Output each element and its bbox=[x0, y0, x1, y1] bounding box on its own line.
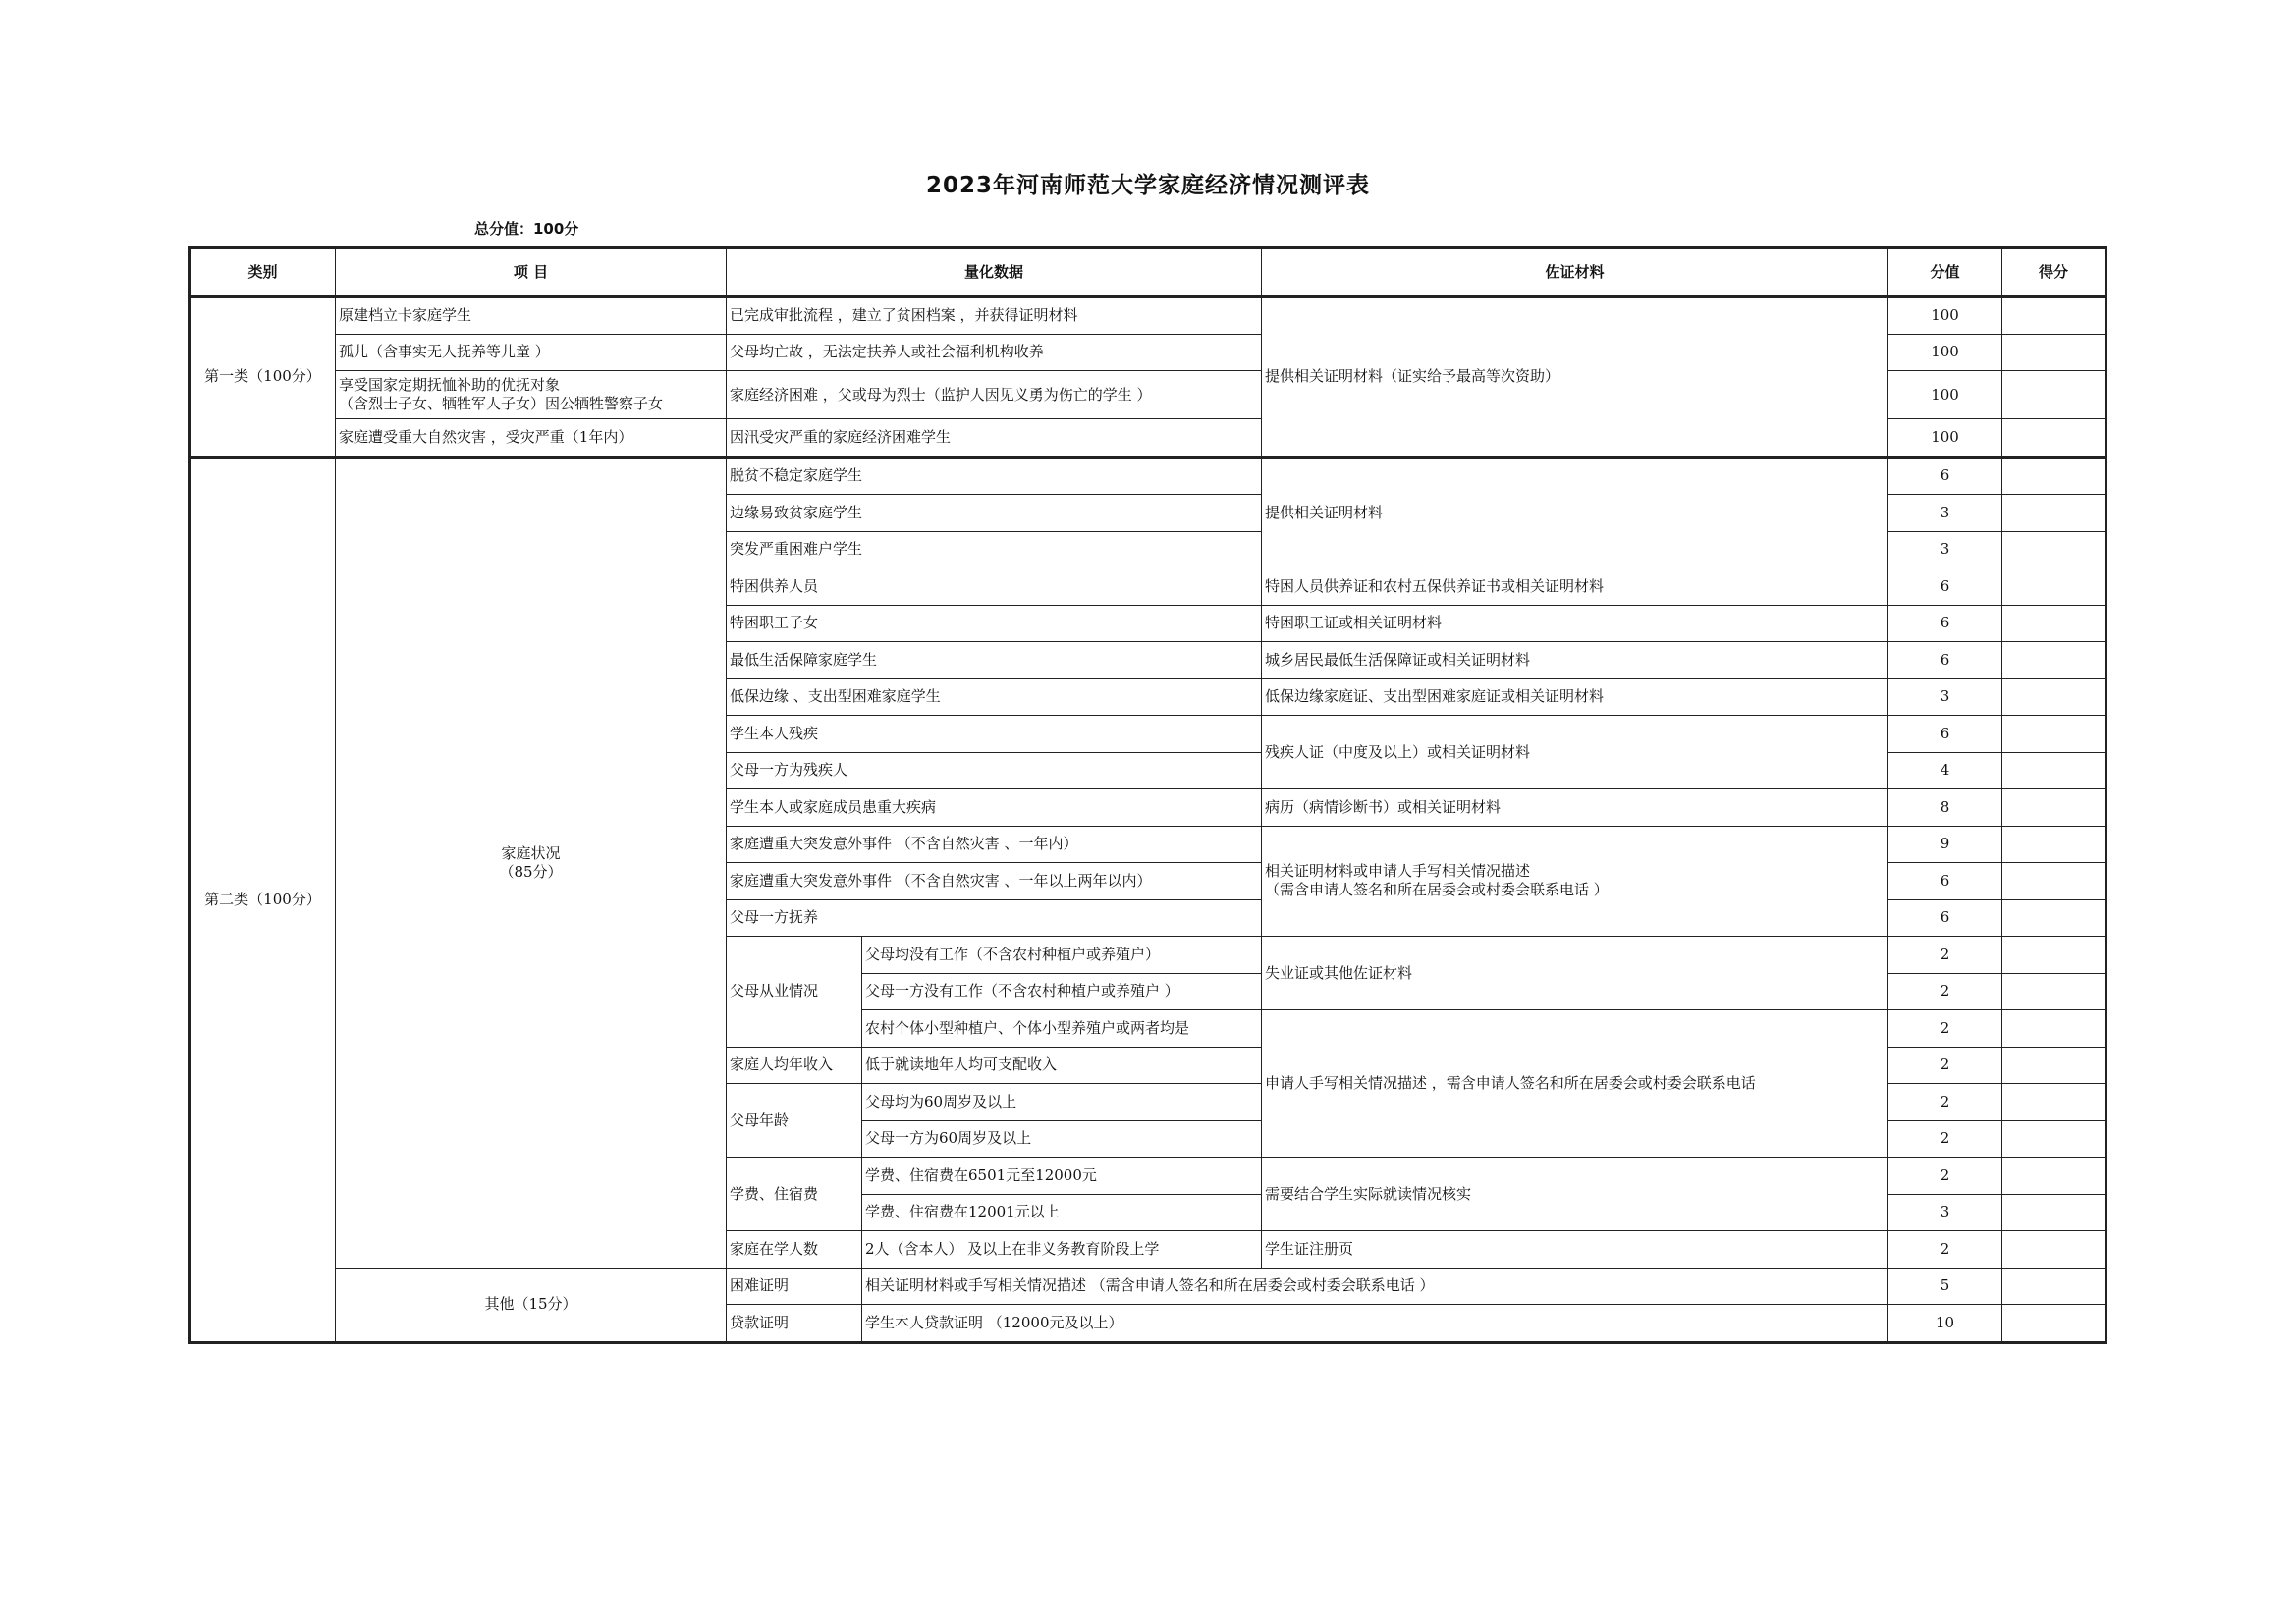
got-cell[interactable] bbox=[2002, 937, 2106, 974]
got-cell[interactable] bbox=[2002, 1305, 2106, 1343]
sub-data-cell: 低于就读地年人均可支配收入 bbox=[862, 1047, 1262, 1084]
score-cell: 10 bbox=[1888, 1305, 2002, 1343]
data-cell: 家庭遭重大突发意外事件 （不含自然灾害 、一年以上两年以内） bbox=[727, 863, 1262, 900]
got-cell[interactable] bbox=[2002, 678, 2106, 716]
header-data: 量化数据 bbox=[727, 248, 1262, 297]
got-cell[interactable] bbox=[2002, 752, 2106, 789]
sub-data-cell: 学生本人贷款证明 （12000元及以上） bbox=[862, 1305, 1888, 1343]
table-row bbox=[190, 1268, 2106, 1305]
item-line-2: （含烈士子女、牺牲军人子女）因公牺牲警察子女 bbox=[339, 395, 664, 412]
data-cell: 突发严重困难户学生 bbox=[727, 531, 1262, 568]
sub-data-cell: 学费、住宿费在6501元至12000元 bbox=[862, 1158, 1262, 1195]
score-cell: 5 bbox=[1888, 1268, 2002, 1305]
data-cell: 家庭遭重大突发意外事件 （不含自然灾害 、一年内） bbox=[727, 826, 1262, 863]
got-cell[interactable] bbox=[2002, 1084, 2106, 1121]
evidence-cell: 残疾人证（中度及以上）或相关证明材料 bbox=[1262, 716, 1888, 789]
group-fee-label: 学费、住宿费 bbox=[727, 1158, 862, 1231]
got-cell[interactable] bbox=[2002, 605, 2106, 642]
got-cell[interactable] bbox=[2002, 642, 2106, 679]
sub-data-cell: 父母一方没有工作（不含农村种植户或养殖户 ） bbox=[862, 973, 1262, 1010]
score-cell: 6 bbox=[1888, 642, 2002, 679]
sub-data-cell: 相关证明材料或手写相关情况描述 （需含申请人签名和所在居委会或村委会联系电话 ） bbox=[862, 1268, 1888, 1305]
got-cell[interactable] bbox=[2002, 531, 2106, 568]
header-category: 类别 bbox=[190, 248, 336, 297]
evidence-cell: 提供相关证明材料（证实给予最高等次资助） bbox=[1262, 297, 1888, 458]
got-cell[interactable] bbox=[2002, 716, 2106, 753]
sub-data-cell: 2人（含本人） 及以上在非义务教育阶段上学 bbox=[862, 1231, 1262, 1269]
got-cell[interactable] bbox=[2002, 1194, 2106, 1231]
score-cell: 6 bbox=[1888, 899, 2002, 937]
got-cell[interactable] bbox=[2002, 1047, 2106, 1084]
family-status-label bbox=[336, 457, 727, 1268]
total-score-label: 总分值：100分 bbox=[474, 220, 579, 238]
data-cell: 脱贫不稳定家庭学生 bbox=[727, 457, 1262, 495]
score-cell: 3 bbox=[1888, 531, 2002, 568]
got-cell[interactable] bbox=[2002, 1268, 2106, 1305]
evidence-line-1: 相关证明材料或申请人手写相关情况描述 bbox=[1265, 862, 1531, 881]
score-cell: 100 bbox=[1888, 371, 2002, 419]
table-row bbox=[190, 297, 2106, 335]
data-cell: 最低生活保障家庭学生 bbox=[727, 642, 1262, 679]
got-cell[interactable] bbox=[2002, 1010, 2106, 1048]
score-cell: 6 bbox=[1888, 457, 2002, 495]
header-item: 项 目 bbox=[336, 248, 727, 297]
evidence-cell: 学生证注册页 bbox=[1262, 1231, 1888, 1269]
score-cell: 3 bbox=[1888, 1194, 2002, 1231]
data-cell: 学生本人残疾 bbox=[727, 716, 1262, 753]
group-work-label: 父母从业情况 bbox=[727, 937, 862, 1048]
score-cell: 2 bbox=[1888, 1047, 2002, 1084]
family-status-line-2: （85分） bbox=[499, 862, 563, 881]
score-cell: 2 bbox=[1888, 1231, 2002, 1269]
data-cell: 父母一方为残疾人 bbox=[727, 752, 1262, 789]
evidence-cell: 特困职工证或相关证明材料 bbox=[1262, 605, 1888, 642]
data-cell: 边缘易致贫家庭学生 bbox=[727, 495, 1262, 532]
category-2-label: 第二类（100分） bbox=[190, 457, 336, 1342]
evidence-cell: 特困人员供养证和农村五保供养证书或相关证明材料 bbox=[1262, 568, 1888, 606]
sub-data-cell: 父母一方为60周岁及以上 bbox=[862, 1120, 1262, 1158]
got-cell[interactable] bbox=[2002, 334, 2106, 371]
got-cell[interactable] bbox=[2002, 495, 2106, 532]
data-cell: 父母均亡故 ，无法定扶养人或社会福利机构收养 bbox=[727, 334, 1262, 371]
score-cell: 6 bbox=[1888, 568, 2002, 606]
assessment-table bbox=[188, 246, 2107, 1344]
score-cell: 8 bbox=[1888, 789, 2002, 827]
got-cell[interactable] bbox=[2002, 789, 2106, 827]
data-cell: 特困供养人员 bbox=[727, 568, 1262, 606]
score-cell: 2 bbox=[1888, 1084, 2002, 1121]
page-title: 2023年河南师范大学家庭经济情况测评表 bbox=[925, 173, 1370, 198]
got-cell[interactable] bbox=[2002, 568, 2106, 606]
got-cell[interactable] bbox=[2002, 973, 2106, 1010]
data-cell: 已完成审批流程 ，建立了贫困档案 ，并获得证明材料 bbox=[727, 297, 1262, 335]
data-cell: 特困职工子女 bbox=[727, 605, 1262, 642]
evidence-line-2: （需含申请人签名和所在居委会或村委会联系电话 ） bbox=[1265, 881, 1609, 899]
score-cell: 100 bbox=[1888, 334, 2002, 371]
category-1-label: 第一类（100分） bbox=[190, 297, 336, 458]
header-got: 得分 bbox=[2002, 248, 2106, 297]
evidence-cell bbox=[1262, 826, 1888, 937]
score-cell: 3 bbox=[1888, 678, 2002, 716]
score-cell: 9 bbox=[1888, 826, 2002, 863]
sub-data-cell: 学费、住宿费在12001元以上 bbox=[862, 1194, 1262, 1231]
item-cell bbox=[336, 371, 727, 419]
score-cell: 6 bbox=[1888, 863, 2002, 900]
sub-data-cell: 父母均为60周岁及以上 bbox=[862, 1084, 1262, 1121]
score-cell: 6 bbox=[1888, 605, 2002, 642]
item-cell: 原建档立卡家庭学生 bbox=[336, 297, 727, 335]
group-loan-label: 贷款证明 bbox=[727, 1305, 862, 1343]
evidence-cell: 申请人手写相关情况描述 ，需含申请人签名和所在居委会或村委会联系电话 bbox=[1262, 1010, 1888, 1158]
score-cell: 2 bbox=[1888, 973, 2002, 1010]
item-cell: 孤儿（含事实无人抚养等儿童 ） bbox=[336, 334, 727, 371]
data-cell: 学生本人或家庭成员患重大疾病 bbox=[727, 789, 1262, 827]
evidence-cell: 失业证或其他佐证材料 bbox=[1262, 937, 1888, 1010]
sub-data-cell: 父母均没有工作（不含农村种植户或养殖户） bbox=[862, 937, 1262, 974]
evidence-cell: 需要结合学生实际就读情况核实 bbox=[1262, 1158, 1888, 1231]
table-header-row bbox=[190, 248, 2106, 297]
group-income-label: 家庭人均年收入 bbox=[727, 1047, 862, 1084]
header-score: 分值 bbox=[1888, 248, 2002, 297]
got-cell[interactable] bbox=[2002, 863, 2106, 900]
got-cell[interactable] bbox=[2002, 371, 2106, 419]
got-cell[interactable] bbox=[2002, 826, 2106, 863]
score-cell: 2 bbox=[1888, 1120, 2002, 1158]
data-cell: 低保边缘 、支出型困难家庭学生 bbox=[727, 678, 1262, 716]
evidence-cell: 病历（病情诊断书）或相关证明材料 bbox=[1262, 789, 1888, 827]
score-cell: 2 bbox=[1888, 937, 2002, 974]
got-cell[interactable] bbox=[2002, 419, 2106, 458]
family-status-line-1: 家庭状况 bbox=[501, 843, 561, 862]
got-cell[interactable] bbox=[2002, 297, 2106, 335]
item-line-1: 享受国家定期抚恤补助的优抚对象 bbox=[339, 376, 561, 394]
item-cell: 家庭遭受重大自然灾害 ，受灾严重（1年内） bbox=[336, 419, 727, 458]
other-label: 其他（15分） bbox=[336, 1268, 727, 1342]
data-cell: 因汛受灾严重的家庭经济困难学生 bbox=[727, 419, 1262, 458]
data-cell: 父母一方抚养 bbox=[727, 899, 1262, 937]
got-cell[interactable] bbox=[2002, 1120, 2106, 1158]
got-cell[interactable] bbox=[2002, 899, 2106, 937]
evidence-cell: 城乡居民最低生活保障证或相关证明材料 bbox=[1262, 642, 1888, 679]
data-cell: 家庭经济困难 ，父或母为烈士（监护人因见义勇为伤亡的学生 ） bbox=[727, 371, 1262, 419]
evidence-cell: 低保边缘家庭证、支出型困难家庭证或相关证明材料 bbox=[1262, 678, 1888, 716]
score-cell: 100 bbox=[1888, 297, 2002, 335]
sub-data-cell: 农村个体小型种植户、个体小型养殖户或两者均是 bbox=[862, 1010, 1262, 1048]
table-row bbox=[190, 457, 2106, 495]
score-cell: 6 bbox=[1888, 716, 2002, 753]
evidence-cell: 提供相关证明材料 bbox=[1262, 457, 1888, 568]
score-cell: 2 bbox=[1888, 1158, 2002, 1195]
score-cell: 100 bbox=[1888, 419, 2002, 458]
group-hardship-label: 困难证明 bbox=[727, 1268, 862, 1305]
score-cell: 4 bbox=[1888, 752, 2002, 789]
header-evidence: 佐证材料 bbox=[1262, 248, 1888, 297]
score-cell: 3 bbox=[1888, 495, 2002, 532]
got-cell[interactable] bbox=[2002, 1158, 2106, 1195]
group-students-label: 家庭在学人数 bbox=[727, 1231, 862, 1269]
score-cell: 2 bbox=[1888, 1010, 2002, 1048]
group-age-label: 父母年龄 bbox=[727, 1084, 862, 1158]
got-cell[interactable] bbox=[2002, 1231, 2106, 1269]
got-cell[interactable] bbox=[2002, 457, 2106, 495]
